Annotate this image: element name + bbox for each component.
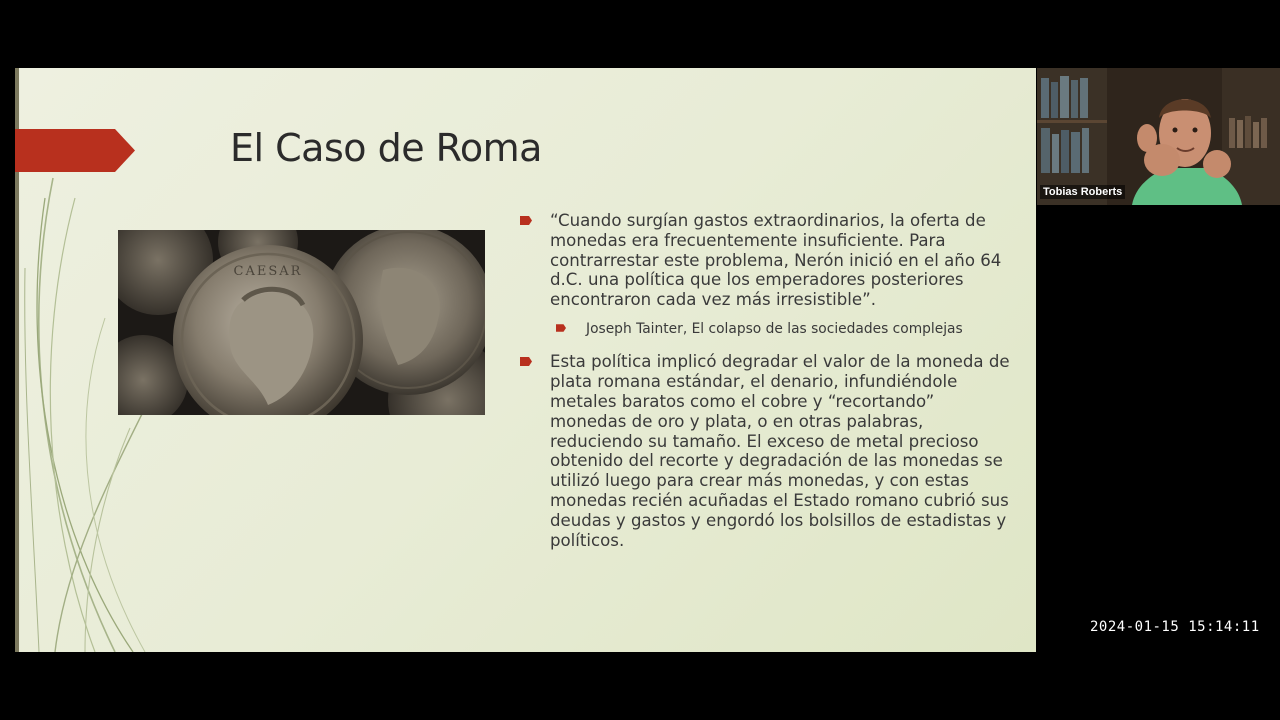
bullet-arrow-icon: [556, 324, 566, 332]
title-arrow-accent: [15, 129, 135, 172]
slide-content: [520, 211, 1010, 550]
svg-text:CAESAR: CAESAR: [233, 264, 303, 279]
bullet-explanation: [520, 352, 1010, 550]
bullet-quote: [520, 211, 1010, 310]
participant-name-label: Tobias Roberts: [1040, 185, 1125, 199]
recording-timestamp: 2024-01-15 15:14:11: [1090, 619, 1260, 635]
slide-title: El Caso de Roma: [230, 126, 542, 170]
bullet-quote-text: “Cuando surgían gastos extraordinarios, la oferta de monedas era frecuentemente insuficiente. Para contrarrestar este problema, Nerón inició en el año 64 d.C. una política que los emperadores posteriores encontraron cada vez más irresistible”.: [550, 211, 1002, 310]
sub-bullet-citation: [556, 320, 1010, 339]
presentation-slide: [15, 68, 1036, 652]
roman-coins-image: [118, 230, 485, 415]
bullet-arrow-icon: [520, 216, 532, 225]
bullet-explanation-text: Esta política implicó degradar el valor de la moneda de plata romana estándar, el denario, infundiéndole metales baratos como el cobre y “recortando” monedas de oro y plata, o en otras palabras, reduciendo su tamaño. El exceso de metal precioso obtenido del recorte y degradación de las monedas se utilizó luego para crear más monedas, y con estas monedas recién acuñadas el Estado romano cubrió sus deudas y gastos y engordó los bolsillos de estadistas y políticos.: [550, 352, 1010, 550]
citation-text: Joseph Tainter, El colapso de las sociedades complejas: [586, 320, 963, 337]
bullet-arrow-icon: [520, 357, 532, 366]
